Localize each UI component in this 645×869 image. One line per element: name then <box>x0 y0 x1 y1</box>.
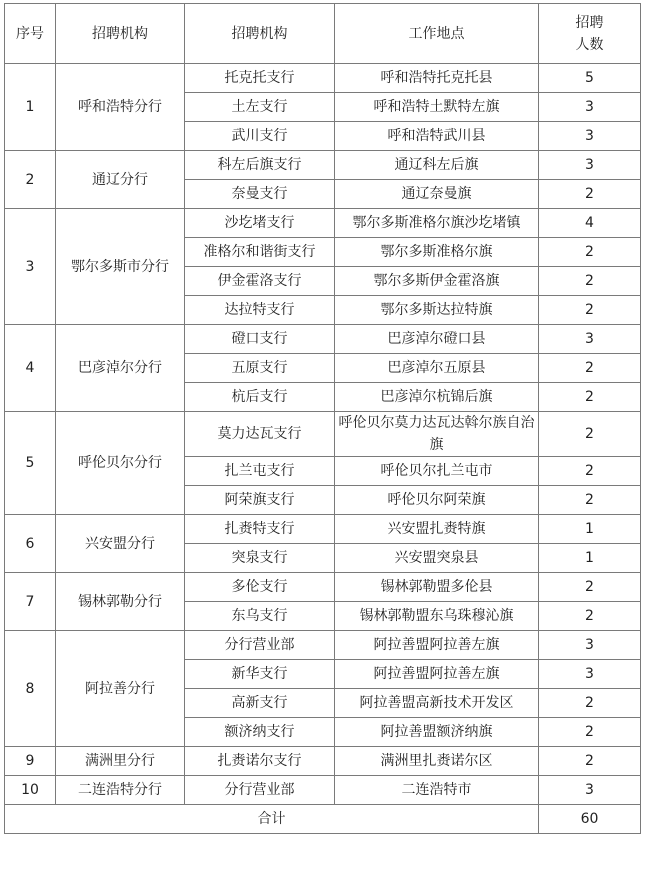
header-location: 工作地点 <box>335 4 539 64</box>
sub-branch: 准格尔和谐街支行 <box>185 238 335 267</box>
work-location: 巴彦淖尔五原县 <box>335 354 539 383</box>
work-location: 呼伦贝尔莫力达瓦达斡尔族自治旗 <box>335 412 539 457</box>
row-number: 8 <box>5 631 56 747</box>
recruiting-branch: 二连浩特分行 <box>56 776 185 805</box>
work-location: 兴安盟扎赉特旗 <box>335 515 539 544</box>
header-branch: 招聘机构 <box>185 4 335 64</box>
sub-branch: 扎兰屯支行 <box>185 457 335 486</box>
work-location: 阿拉善盟高新技术开发区 <box>335 689 539 718</box>
headcount: 2 <box>539 238 641 267</box>
sub-branch: 高新支行 <box>185 689 335 718</box>
work-location: 通辽科左后旗 <box>335 151 539 180</box>
work-location: 呼伦贝尔阿荣旗 <box>335 486 539 515</box>
sub-branch: 分行营业部 <box>185 631 335 660</box>
headcount: 2 <box>539 180 641 209</box>
sub-branch: 额济纳支行 <box>185 718 335 747</box>
sub-branch: 伊金霍洛支行 <box>185 267 335 296</box>
row-number: 5 <box>5 412 56 515</box>
work-location: 满洲里扎赉诺尔区 <box>335 747 539 776</box>
headcount: 2 <box>539 296 641 325</box>
headcount: 2 <box>539 267 641 296</box>
work-location: 呼和浩特土默特左旗 <box>335 93 539 122</box>
headcount: 2 <box>539 747 641 776</box>
work-location: 阿拉善盟额济纳旗 <box>335 718 539 747</box>
work-location: 呼和浩特武川县 <box>335 122 539 151</box>
headcount: 3 <box>539 151 641 180</box>
work-location: 鄂尔多斯达拉特旗 <box>335 296 539 325</box>
table-row <box>5 209 641 238</box>
total-label: 合计 <box>5 805 539 834</box>
sub-branch: 东乌支行 <box>185 602 335 631</box>
row-number: 7 <box>5 573 56 631</box>
recruiting-branch: 锡林郭勒分行 <box>56 573 185 631</box>
work-location: 鄂尔多斯伊金霍洛旗 <box>335 267 539 296</box>
headcount: 3 <box>539 325 641 354</box>
headcount: 2 <box>539 573 641 602</box>
sub-branch: 扎赉诺尔支行 <box>185 747 335 776</box>
sub-branch: 科左后旗支行 <box>185 151 335 180</box>
recruiting-branch: 呼和浩特分行 <box>56 64 185 151</box>
sub-branch: 达拉特支行 <box>185 296 335 325</box>
table-row <box>5 412 641 457</box>
row-number: 10 <box>5 776 56 805</box>
table-row <box>5 64 641 93</box>
sub-branch: 新华支行 <box>185 660 335 689</box>
table-header <box>5 4 641 64</box>
work-location: 通辽奈曼旗 <box>335 180 539 209</box>
sub-branch: 五原支行 <box>185 354 335 383</box>
sub-branch: 分行营业部 <box>185 776 335 805</box>
headcount: 2 <box>539 602 641 631</box>
recruiting-branch: 巴彦淖尔分行 <box>56 325 185 412</box>
row-number: 1 <box>5 64 56 151</box>
sub-branch: 阿荣旗支行 <box>185 486 335 515</box>
table-footer <box>5 805 641 834</box>
headcount: 2 <box>539 457 641 486</box>
row-number: 4 <box>5 325 56 412</box>
table-row <box>5 747 641 776</box>
row-number: 6 <box>5 515 56 573</box>
sub-branch: 土左支行 <box>185 93 335 122</box>
recruiting-branch: 通辽分行 <box>56 151 185 209</box>
headcount: 4 <box>539 209 641 238</box>
work-location: 兴安盟突泉县 <box>335 544 539 573</box>
work-location: 锡林郭勒盟多伦县 <box>335 573 539 602</box>
work-location: 巴彦淖尔杭锦后旗 <box>335 383 539 412</box>
header-count: 招聘 人数 <box>539 4 641 64</box>
work-location: 锡林郭勒盟东乌珠穆沁旗 <box>335 602 539 631</box>
recruitment-table <box>4 3 641 834</box>
table-body <box>5 64 641 805</box>
header-no: 序号 <box>5 4 56 64</box>
row-number: 3 <box>5 209 56 325</box>
header-row <box>5 4 641 64</box>
headcount: 2 <box>539 486 641 515</box>
sub-branch: 磴口支行 <box>185 325 335 354</box>
table-row <box>5 515 641 544</box>
sub-branch: 莫力达瓦支行 <box>185 412 335 457</box>
sub-branch: 武川支行 <box>185 122 335 151</box>
headcount: 3 <box>539 631 641 660</box>
sub-branch: 托克托支行 <box>185 64 335 93</box>
work-location: 呼和浩特托克托县 <box>335 64 539 93</box>
total-value: 60 <box>539 805 641 834</box>
work-location: 呼伦贝尔扎兰屯市 <box>335 457 539 486</box>
total-row <box>5 805 641 834</box>
headcount: 1 <box>539 515 641 544</box>
headcount: 2 <box>539 412 641 457</box>
sub-branch: 扎赉特支行 <box>185 515 335 544</box>
headcount: 3 <box>539 122 641 151</box>
sub-branch: 突泉支行 <box>185 544 335 573</box>
recruiting-branch: 阿拉善分行 <box>56 631 185 747</box>
row-number: 9 <box>5 747 56 776</box>
headcount: 3 <box>539 660 641 689</box>
work-location: 阿拉善盟阿拉善左旗 <box>335 631 539 660</box>
sub-branch: 多伦支行 <box>185 573 335 602</box>
sub-branch: 沙圪堵支行 <box>185 209 335 238</box>
recruiting-branch: 兴安盟分行 <box>56 515 185 573</box>
sub-branch: 奈曼支行 <box>185 180 335 209</box>
headcount: 2 <box>539 689 641 718</box>
work-location: 巴彦淖尔磴口县 <box>335 325 539 354</box>
table-row <box>5 151 641 180</box>
work-location: 二连浩特市 <box>335 776 539 805</box>
table-row <box>5 776 641 805</box>
headcount: 3 <box>539 93 641 122</box>
headcount: 2 <box>539 718 641 747</box>
recruiting-branch: 满洲里分行 <box>56 747 185 776</box>
table-row <box>5 325 641 354</box>
headcount: 2 <box>539 354 641 383</box>
work-location: 阿拉善盟阿拉善左旗 <box>335 660 539 689</box>
headcount: 5 <box>539 64 641 93</box>
recruiting-branch: 鄂尔多斯市分行 <box>56 209 185 325</box>
headcount: 2 <box>539 383 641 412</box>
header-org: 招聘机构 <box>56 4 185 64</box>
headcount: 3 <box>539 776 641 805</box>
recruiting-branch: 呼伦贝尔分行 <box>56 412 185 515</box>
work-location: 鄂尔多斯准格尔旗沙圪堵镇 <box>335 209 539 238</box>
work-location: 鄂尔多斯准格尔旗 <box>335 238 539 267</box>
table-row <box>5 631 641 660</box>
row-number: 2 <box>5 151 56 209</box>
sub-branch: 杭后支行 <box>185 383 335 412</box>
headcount: 1 <box>539 544 641 573</box>
table-row <box>5 573 641 602</box>
